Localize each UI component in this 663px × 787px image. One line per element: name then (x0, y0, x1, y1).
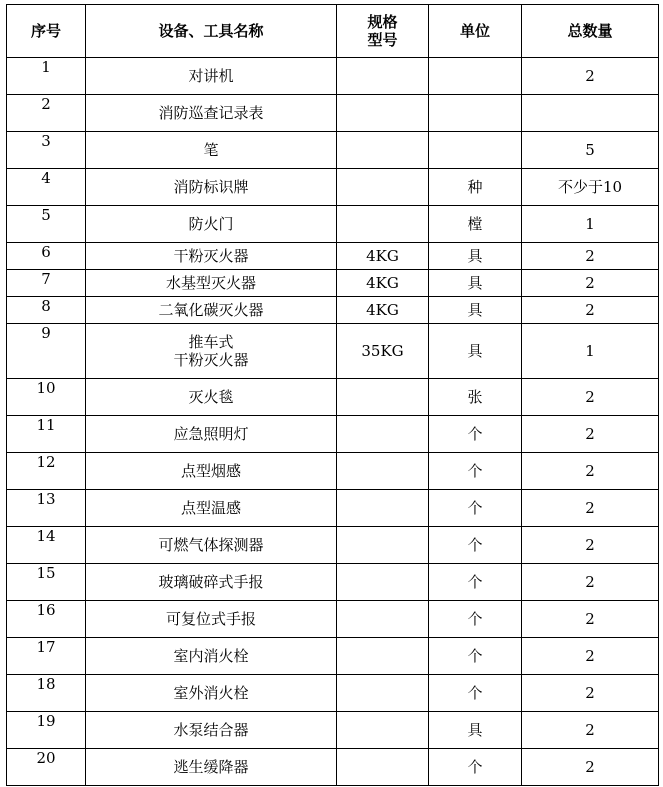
cell-name (86, 297, 337, 324)
cell-name-line: 水基型灭火器 (165, 274, 256, 292)
cell-name-line: 消防标识牌 (173, 178, 249, 196)
header-row (7, 5, 659, 58)
equipment-table (6, 4, 659, 786)
cell-name (86, 416, 337, 453)
cell-name (86, 169, 337, 206)
cell-unit: 个 (429, 490, 522, 527)
cell-name-line: 玻璃破碎式手报 (158, 573, 264, 591)
cell-no: 15 (7, 564, 86, 601)
cell-name-line: 干粉灭火器 (173, 351, 249, 369)
cell-no: 13 (7, 490, 86, 527)
cell-name-line: 推车式 (188, 333, 234, 351)
cell-spec (337, 453, 429, 490)
cell-unit (429, 132, 522, 169)
header-unit: 单位 (429, 5, 522, 58)
cell-spec (337, 490, 429, 527)
cell-name (86, 206, 337, 243)
table-row (7, 416, 659, 453)
cell-name-line: 水泵结合器 (173, 721, 249, 739)
table-row (7, 675, 659, 712)
cell-spec (337, 169, 429, 206)
cell-name-line: 可燃气体探测器 (158, 536, 264, 554)
cell-no: 8 (7, 297, 86, 324)
cell-spec: 35KG (337, 324, 429, 379)
cell-name (86, 270, 337, 297)
cell-qty: 2 (522, 270, 659, 297)
cell-qty: 2 (522, 416, 659, 453)
cell-spec: 4KG (337, 270, 429, 297)
cell-spec (337, 638, 429, 675)
cell-name-line: 可复位式手报 (165, 610, 256, 628)
table-row (7, 169, 659, 206)
cell-name (86, 453, 337, 490)
header-no: 序号 (7, 5, 86, 58)
cell-no: 5 (7, 206, 86, 243)
cell-spec: 4KG (337, 243, 429, 270)
cell-qty: 1 (522, 206, 659, 243)
cell-unit: 种 (429, 169, 522, 206)
cell-name (86, 601, 337, 638)
cell-no: 1 (7, 58, 86, 95)
cell-qty: 2 (522, 527, 659, 564)
cell-no: 10 (7, 379, 86, 416)
cell-no: 19 (7, 712, 86, 749)
table-row (7, 95, 659, 132)
cell-spec (337, 206, 429, 243)
cell-name (86, 712, 337, 749)
cell-qty: 2 (522, 564, 659, 601)
cell-name-line: 二氧化碳灭火器 (158, 301, 264, 319)
header-spec (337, 5, 429, 58)
cell-name (86, 490, 337, 527)
table-row (7, 270, 659, 297)
cell-no: 9 (7, 324, 86, 379)
cell-name (86, 132, 337, 169)
cell-spec: 4KG (337, 297, 429, 324)
cell-spec (337, 527, 429, 564)
cell-unit: 具 (429, 324, 522, 379)
table-row (7, 379, 659, 416)
cell-qty: 1 (522, 324, 659, 379)
header-spec-line: 规格 (367, 13, 398, 31)
table-row (7, 132, 659, 169)
cell-qty: 2 (522, 243, 659, 270)
cell-unit: 个 (429, 527, 522, 564)
table-row (7, 58, 659, 95)
cell-no: 12 (7, 453, 86, 490)
cell-unit: 个 (429, 564, 522, 601)
cell-name-line: 逃生缓降器 (173, 758, 249, 776)
cell-name-line: 室内消火栓 (173, 647, 249, 665)
cell-spec (337, 379, 429, 416)
table-row (7, 712, 659, 749)
cell-qty: 2 (522, 58, 659, 95)
cell-name-line: 消防巡查记录表 (158, 104, 264, 122)
cell-qty: 2 (522, 297, 659, 324)
cell-unit (429, 58, 522, 95)
cell-qty: 2 (522, 379, 659, 416)
cell-name (86, 638, 337, 675)
cell-no: 7 (7, 270, 86, 297)
cell-no: 18 (7, 675, 86, 712)
cell-no: 6 (7, 243, 86, 270)
cell-spec (337, 749, 429, 786)
cell-unit: 具 (429, 712, 522, 749)
cell-name (86, 95, 337, 132)
cell-unit: 具 (429, 243, 522, 270)
table-row (7, 564, 659, 601)
cell-qty: 2 (522, 601, 659, 638)
cell-unit: 个 (429, 416, 522, 453)
table-row (7, 749, 659, 786)
cell-qty: 2 (522, 490, 659, 527)
header-spec-line: 型号 (367, 31, 398, 49)
cell-name (86, 749, 337, 786)
cell-unit: 个 (429, 675, 522, 712)
cell-name-line: 室外消火栓 (173, 684, 249, 702)
cell-spec (337, 58, 429, 95)
cell-spec (337, 564, 429, 601)
cell-no: 3 (7, 132, 86, 169)
cell-no: 2 (7, 95, 86, 132)
table-body (7, 58, 659, 786)
cell-name (86, 324, 337, 379)
cell-unit: 张 (429, 379, 522, 416)
cell-spec (337, 95, 429, 132)
cell-spec (337, 675, 429, 712)
cell-spec (337, 132, 429, 169)
cell-unit: 个 (429, 453, 522, 490)
cell-unit: 个 (429, 749, 522, 786)
cell-qty: 2 (522, 453, 659, 490)
cell-name-line: 笔 (203, 141, 219, 159)
table-row (7, 638, 659, 675)
table-row (7, 206, 659, 243)
table-row (7, 453, 659, 490)
cell-unit (429, 95, 522, 132)
cell-qty: 2 (522, 712, 659, 749)
cell-name-line: 应急照明灯 (173, 425, 249, 443)
cell-qty: 不少于10 (522, 169, 659, 206)
header-qty: 总数量 (522, 5, 659, 58)
cell-no: 4 (7, 169, 86, 206)
table-row (7, 490, 659, 527)
cell-name-line: 防火门 (188, 215, 234, 233)
cell-name-line: 对讲机 (188, 67, 234, 85)
cell-spec (337, 712, 429, 749)
cell-no: 17 (7, 638, 86, 675)
cell-no: 14 (7, 527, 86, 564)
cell-qty: 2 (522, 749, 659, 786)
cell-no: 20 (7, 749, 86, 786)
table-row (7, 324, 659, 379)
cell-qty: 5 (522, 132, 659, 169)
cell-unit: 具 (429, 270, 522, 297)
cell-no: 11 (7, 416, 86, 453)
cell-name (86, 379, 337, 416)
cell-spec (337, 416, 429, 453)
table-row (7, 243, 659, 270)
cell-name (86, 675, 337, 712)
table-row (7, 527, 659, 564)
cell-unit: 樘 (429, 206, 522, 243)
cell-name-line: 干粉灭火器 (173, 247, 249, 265)
cell-qty (522, 95, 659, 132)
cell-unit: 个 (429, 638, 522, 675)
cell-name-line: 点型烟感 (180, 462, 241, 480)
cell-unit: 个 (429, 601, 522, 638)
cell-name-line: 灭火毯 (188, 388, 234, 406)
cell-name-line: 点型温感 (180, 499, 241, 517)
cell-spec (337, 601, 429, 638)
cell-name (86, 243, 337, 270)
cell-unit: 具 (429, 297, 522, 324)
cell-name (86, 564, 337, 601)
cell-qty: 2 (522, 675, 659, 712)
cell-name (86, 527, 337, 564)
cell-no: 16 (7, 601, 86, 638)
cell-qty: 2 (522, 638, 659, 675)
cell-name (86, 58, 337, 95)
table-row (7, 297, 659, 324)
header-name: 设备、工具名称 (86, 5, 337, 58)
table-row (7, 601, 659, 638)
